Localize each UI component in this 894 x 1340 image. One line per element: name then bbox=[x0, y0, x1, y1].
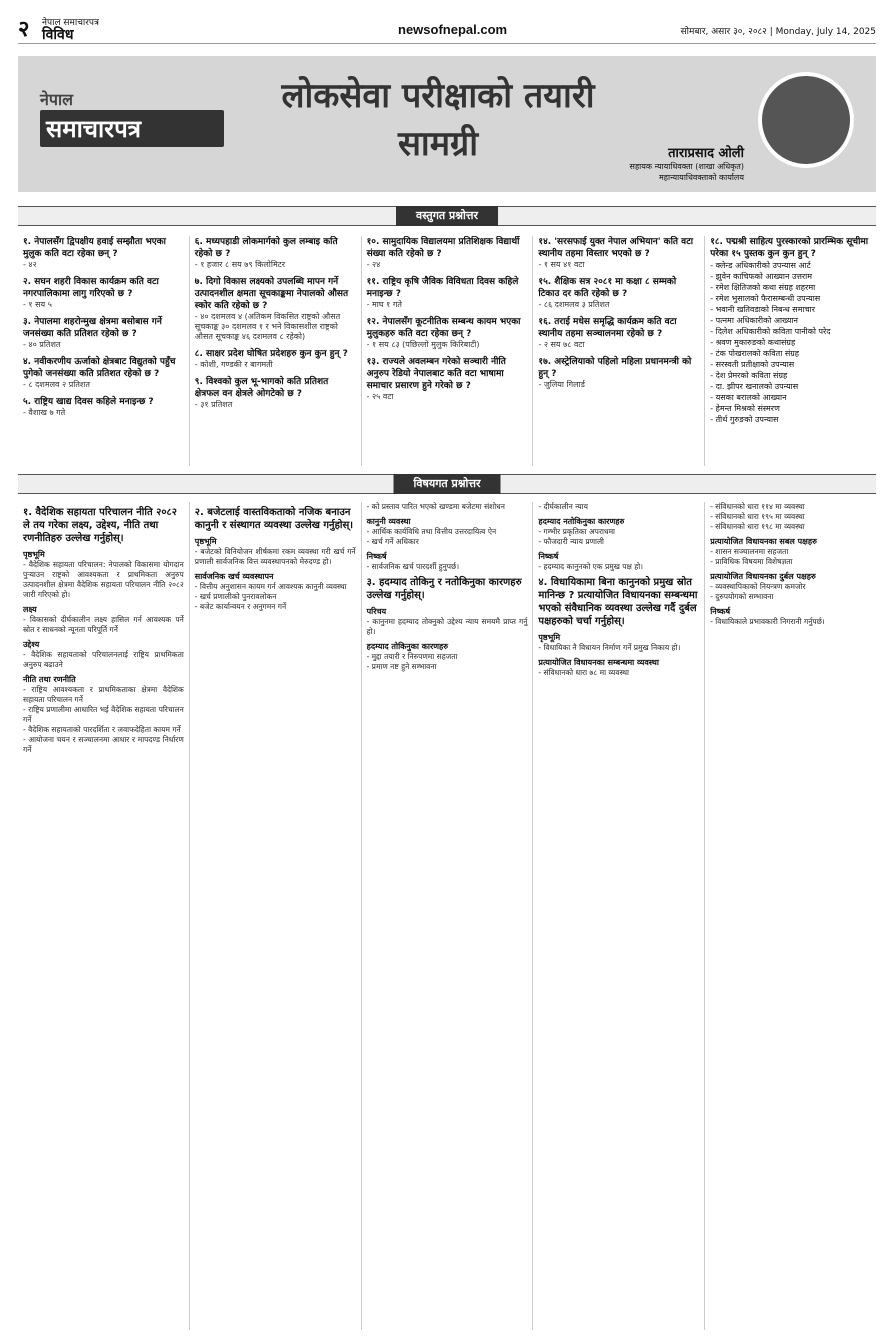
subjective-section bbox=[18, 502, 876, 1330]
answer: - २४ bbox=[366, 260, 381, 269]
answer: - ४० दशमलव ४ (अतिकम विकसित राष्ट्रको औसत सूचकाङ्क ३० दशमलव १ र भने विकासशील राष्ट्रको औसत सूचकाङ्क ४६ दशमलव ८ रहेको) bbox=[194, 312, 341, 341]
paragraph: - खर्च गर्ने अधिकार bbox=[366, 537, 419, 546]
paragraph: - संविधानको धारा ११४ मा व्यवस्था bbox=[710, 502, 805, 511]
paragraph: - संविधानको धारा ७८ मा व्यवस्था bbox=[538, 668, 629, 677]
subjective-heading-bar bbox=[18, 474, 876, 494]
qa-item bbox=[23, 356, 184, 390]
list-item: - श्रवण मुकारुङको कथासंग्रह bbox=[710, 338, 796, 347]
question: १३. राज्यले अवलम्बन गरेको सञ्चारी नीति अनुरुप रेडियो नेपालबाट कति वटा भाषामा समाचार प्रसारण हुने गरेको छ ? bbox=[366, 357, 506, 391]
paragraph: - प्राविधिक विषयमा विशेषज्ञता bbox=[710, 557, 793, 566]
question: १५. शैक्षिक सत्र २०८१ मा कक्षा ८ सम्मको टिकाउ दर कति रहेको छ ? bbox=[538, 277, 677, 299]
sub-heading: परिचय bbox=[366, 607, 387, 616]
sub-heading: निष्कर्ष bbox=[366, 552, 387, 561]
obj-col bbox=[189, 236, 361, 466]
paragraph: - प्रमाण नष्ट हुने सम्भावना bbox=[366, 662, 437, 671]
hero-banner bbox=[18, 56, 876, 192]
list-item: - रमेश भुसालको फैरासम्बन्धी उपन्यास bbox=[710, 294, 821, 303]
author-block bbox=[524, 146, 744, 183]
hero-title: लोकसेवा परीक्षाको तयारी सामग्री bbox=[281, 76, 595, 164]
subj-question: ३. हदम्याद तोकिनु र नतोकिनुका कारणहरु उल्लेख गर्नुहोस्। bbox=[366, 577, 522, 601]
sub-heading: प्रत्यायोजित विधायनका दुर्बल पक्षहरु bbox=[710, 572, 816, 581]
paragraph: - शासन सञ्चालनमा सहजता bbox=[710, 547, 789, 556]
paragraph: - गम्भीर प्रकृतिका अपराधमा bbox=[538, 527, 615, 536]
question: २. सघन शहरी विकास कार्यक्रम कति वटा नगरपालिकामा लागु गरिएको छ ? bbox=[23, 277, 159, 299]
answer: - ४२ bbox=[23, 260, 37, 269]
answer: - ३१ प्रतिशत bbox=[194, 400, 233, 409]
obj-col bbox=[532, 236, 704, 466]
subj-col bbox=[361, 502, 533, 1330]
qa-item bbox=[367, 356, 528, 402]
list-item: - क्लेन्ड अधिकारीको उपन्यास आर्ट bbox=[710, 261, 811, 270]
answer: - वैशाख ७ गते bbox=[23, 408, 66, 417]
qa-item bbox=[367, 276, 528, 310]
author-office: महान्यायाधिवक्ताको कार्यालय bbox=[659, 173, 744, 182]
answer: - ८ दशमलव २ प्रतिशत bbox=[23, 380, 90, 389]
question: ५. राष्ट्रिय खाद्य दिवस कहिले मनाइन्छ ? bbox=[23, 397, 154, 407]
section-label bbox=[42, 18, 99, 42]
page-number: २ bbox=[18, 17, 30, 42]
qa-item bbox=[23, 316, 184, 350]
list-item: - रमेश क्षितिजको कथा संग्रह शहरमा bbox=[710, 283, 816, 292]
subjective-heading: विषयगत प्रश्नोत्तर bbox=[394, 474, 501, 494]
objective-heading-bar bbox=[18, 206, 876, 226]
sub-heading: लक्ष्य bbox=[23, 605, 37, 614]
answer: - २ सय ७८ वटा bbox=[538, 340, 585, 349]
paragraph: - विधायिकाले प्रभावकारी निगरानी गर्नुपर्छ। bbox=[710, 617, 825, 626]
answer: - १ सय ८३ (पछिल्लो मुलुक किरिबाटी) bbox=[366, 340, 480, 349]
list-item: - तीर्थ गुरुङको उपन्यास bbox=[710, 415, 779, 424]
qa-item bbox=[538, 236, 699, 270]
author-name: ताराप्रसाद ओली bbox=[668, 146, 744, 161]
paragraph: - दीर्घकालीन न्याय bbox=[538, 502, 588, 511]
list-item: - दिलेश अधिकारीको कविता पानीको परेद bbox=[710, 327, 831, 336]
list-item: - भवानी खतिवडाको निबन्ध समाचार bbox=[710, 305, 815, 314]
author-role: सहायक न्यायाधिवक्ता (शाखा अधिकृत) bbox=[629, 162, 744, 171]
brand-main: समाचारपत्र bbox=[40, 110, 224, 147]
list-item: - टंक पोखरालको कविता संग्रह bbox=[710, 349, 800, 358]
answer: - माघ १ गते bbox=[366, 300, 402, 309]
paragraph: - फौजदारी न्याय प्रणाली bbox=[538, 537, 604, 546]
sub-heading: सार्वजनिक खर्च व्यवस्थापन bbox=[194, 572, 274, 581]
sub-heading: कानुनी व्यवस्था bbox=[366, 517, 411, 526]
top-strip bbox=[18, 18, 876, 44]
question: १. नेपालसँग द्विपक्षीय हवाई सम्झौता भएका मुलुक कति वटा रहेका छन् ? bbox=[23, 237, 166, 259]
list-item: - यसका बरालको आख्यान bbox=[710, 393, 787, 402]
paper-name: नेपाल समाचारपत्र bbox=[42, 18, 100, 28]
paragraph: - विकासको दीर्घकालीन लक्ष्य हासिल गर्न आवश्यक पर्ने स्रोत र साधनको न्यूनता परिपूर्ति गर्ने bbox=[23, 615, 184, 634]
question: ११. राष्ट्रिय कृषि जैविक विविधता दिवस कहिले मनाइन्छ ? bbox=[366, 277, 519, 299]
paragraph: - व्यवस्थापिकाको नियन्त्रण कमजोर bbox=[710, 582, 806, 591]
subj-col bbox=[704, 502, 876, 1330]
sub-heading: पृष्ठभूमि bbox=[23, 550, 45, 559]
subj-question: १. वैदेशिक सहायता परिचालन नीति २०८२ ले तय गरेका लक्ष्य, उद्देश्य, नीति तथा रणनीतिहरु उल्लेख गर्नुहोस्। bbox=[23, 507, 177, 544]
question: १०. सामुदायिक विद्यालयमा प्रतिशिक्षक विद्यार्थी संख्या कति रहेको छ ? bbox=[366, 237, 520, 259]
qa-item bbox=[195, 276, 356, 342]
subj-col bbox=[189, 502, 361, 1330]
answer: - १ सय ४१ वटा bbox=[538, 260, 585, 269]
paragraph: - आर्थिक कार्यविधि तथा वित्तीय उत्तरदायित्व ऐन bbox=[366, 527, 497, 536]
question: १७. अस्ट्रेलियाको पहिलो महिला प्रधानमन्त्री को हुन् ? bbox=[538, 357, 692, 379]
paragraph: - संविधानको धारा १९५ मा व्यवस्था bbox=[710, 512, 805, 521]
subj-col bbox=[18, 502, 189, 1330]
paragraph: - राष्ट्रिय प्रणालीमा आधारित भई वैदेशिक सहायता परिचालन गर्ने bbox=[23, 705, 184, 724]
sub-heading: हदम्याद तोकिनुका कारणहरु bbox=[366, 642, 449, 651]
sub-heading: उद्देश्य bbox=[23, 640, 40, 649]
paragraph: - वैदेशिक सहायता परिचालन: नेपालको विकासमा योगदान पुर्‍याउन राष्ट्रको आवश्यकता र प्राथमिकता अनुरुप उत्पादनशील क्षेत्रमा वैदेशिक सहायता परिचालन नीति २०८२ जारी गरिएको हो। bbox=[23, 560, 184, 599]
subj-body bbox=[23, 549, 184, 755]
list-item: - देश प्रेमरको कविता संग्रह bbox=[710, 371, 788, 380]
sub-heading: निष्कर्ष bbox=[710, 607, 731, 616]
question: ६. मध्यपहाडी लोकमार्गको कुल लम्बाइ कति रहेको छ ? bbox=[194, 237, 338, 259]
qa-item bbox=[538, 316, 699, 350]
brand-logo bbox=[40, 88, 224, 147]
subj-body bbox=[367, 606, 528, 672]
section-name: विविध bbox=[42, 27, 74, 43]
answer: - २५ वटा bbox=[366, 392, 394, 401]
qa-item bbox=[367, 236, 528, 270]
list-item: - पत्नमा अधिकारीको आख्यान bbox=[710, 316, 798, 325]
answer: - ४० प्रतिशत bbox=[23, 340, 61, 349]
question: १४. 'सरसफाई युक्त नेपाल अभियान' कति वटा स्थानीय तहमा विस्तार भएको छ ? bbox=[538, 237, 694, 259]
subj-body bbox=[195, 536, 356, 612]
sub-heading: प्रत्यायोजित विधायनका सम्बन्धमा व्यवस्था bbox=[538, 658, 659, 667]
brand-top: नेपाल bbox=[40, 90, 73, 109]
answer: - १ सय ५ bbox=[23, 300, 52, 309]
subj-body bbox=[367, 502, 528, 572]
question: ८. साक्षर प्रदेश घोषित प्रदेशहरु कुन कुन हुन् ? bbox=[194, 349, 348, 359]
objective-heading: वस्तुगत प्रश्नोत्तर bbox=[396, 206, 498, 226]
answer: - ८६ दशमलव ३ प्रतिशत bbox=[538, 300, 610, 309]
paragraph: - वैदेशिक सहायताको पारदर्शिता र जवाफदेहिता कायम गर्ने bbox=[23, 725, 181, 734]
obj-col-last bbox=[704, 236, 876, 466]
subj-col bbox=[532, 502, 704, 1330]
qa-item bbox=[23, 276, 184, 310]
qa-item bbox=[195, 236, 356, 270]
qa-item bbox=[367, 316, 528, 350]
question: १२. नेपालसँग कूटनीतिक सम्बन्ध कायम भएका मुलुकहरु कति वटा रहेका छन् ? bbox=[366, 317, 521, 339]
qa-item bbox=[538, 276, 699, 310]
qa-item bbox=[195, 376, 356, 410]
paragraph: - मुद्दा तयारी र निरुपणमा सहजता bbox=[366, 652, 458, 661]
subj-body bbox=[538, 502, 699, 572]
sub-heading: हदम्याद नतोकिनुका कारणहरु bbox=[538, 517, 625, 526]
paragraph: - कानुनमा हदम्याद तोक्नुको उद्देश्य न्याय समयमै प्राप्त गर्नु हो। bbox=[366, 617, 528, 636]
question: ३. नेपालमा शहरोन्मुख क्षेत्रमा बसोबास गर्ने जनसंख्या कति प्रतिशत रहेको छ ? bbox=[23, 317, 162, 339]
author-photo bbox=[758, 72, 854, 168]
sub-heading: नीति तथा रणनीति bbox=[23, 675, 76, 684]
list-item: - हेमन्त मिश्रको संस्मरण bbox=[710, 404, 780, 413]
paragraph: - हदम्याद कानुनको एक प्रमुख पक्ष हो। bbox=[538, 562, 644, 571]
sub-heading: प्रत्यायोजित विधायनका सबल पक्षहरु bbox=[710, 537, 817, 546]
paragraph: - विधायिका नै विधायन निर्माण गर्ने प्रमुख निकाय हो। bbox=[538, 643, 681, 652]
sub-heading: पृष्ठभूमि bbox=[194, 537, 217, 546]
paragraph: - को प्रस्ताव पारित भएको खण्डमा बजेटमा संशोधन bbox=[366, 502, 505, 511]
list-item: - दा. झीपर खनालको उपन्यास bbox=[710, 382, 799, 391]
paragraph: - संविधानको धारा १९८ मा व्यवस्था bbox=[710, 522, 805, 531]
qa-item bbox=[23, 236, 184, 270]
answer: - जुलिया गिलार्ड bbox=[538, 380, 585, 389]
paragraph: - खर्च प्रणालीको पुनरावलोकन bbox=[194, 592, 277, 601]
objective-section bbox=[18, 236, 876, 466]
book-list bbox=[710, 260, 871, 425]
paragraph: - बजेटको विनियोजन शीर्षकमा रकम व्यवस्था गरी खर्च गर्ने प्रणाली सार्वजनिक वित्त व्यवस्थापनको मेरुदण्ड हो। bbox=[194, 547, 356, 566]
subj-body bbox=[710, 502, 871, 627]
answer: - कोशी, गण्डकी र बागमती bbox=[194, 360, 273, 369]
subj-body bbox=[538, 632, 699, 678]
qa-item bbox=[195, 348, 356, 370]
answer: - १ हजार ८ सय ७९ किलोमिटर bbox=[194, 260, 286, 269]
question: ७. दिगो विकास लक्ष्यको उपलब्धि मापन गर्ने उत्पादनशील क्षमता सूचकाङ्कमा नेपालको औसत स्कोर कति रहेको छ ? bbox=[194, 277, 349, 311]
question: ९. विश्वको कुल भू-भागको कति प्रतिशत क्षेत्रफल वन क्षेत्रले ओगटेको छ ? bbox=[194, 377, 329, 399]
qa-item bbox=[538, 356, 699, 390]
sub-heading: निष्कर्ष bbox=[538, 552, 559, 561]
date: सोमबार, असार ३०, २०८२ | Monday, July 14, 2025 bbox=[680, 27, 876, 37]
qa-item bbox=[23, 396, 184, 418]
list-item: - झुवेन काचिफको आख्यान उत्तराम bbox=[710, 272, 812, 281]
site-name: newsofnepal.com bbox=[398, 22, 508, 37]
paragraph: - वित्तीय अनुशासन कायम गर्न आवश्यक कानुनी व्यवस्था bbox=[194, 582, 347, 591]
paragraph: - वैदेशिक सहायताको परिचालनलाई राष्ट्रिय प्राथमिकता अनुरुप बढाउने bbox=[23, 650, 184, 669]
question: १६. तराई मधेस समृद्धि कार्यक्रम कति वटा स्थानीय तहमा सञ्चालनमा रहेको छ ? bbox=[538, 317, 677, 339]
obj-col bbox=[18, 236, 189, 466]
list-item: - सरस्वती प्रतीक्षाको उपन्यास bbox=[710, 360, 795, 369]
subj-question: ४. विधायिकामा बिना कानुनको प्रमुख स्रोत मानिन्छ ? प्रत्यायोजित विधायनका सम्बन्धमा भएको संवैधानिक व्यवस्था उल्लेख गर्दै दुर्बल पक्षहरुको चर्चा गर्नुहोस्। bbox=[538, 577, 698, 627]
paragraph: - आयोजना चयन र सञ्चालनमा आधार र मापदण्ड निर्धारण गर्ने bbox=[23, 735, 184, 754]
paragraph: - बजेट कार्यान्वयन र अनुगमन गर्ने bbox=[194, 602, 287, 611]
paragraph: - राष्ट्रिय आवश्यकता र प्राथमिकताका क्षेत्रमा वैदेशिक सहायता परिचालन गर्ने bbox=[23, 685, 184, 704]
paragraph: - दुरुपयोगको सम्भावना bbox=[710, 592, 774, 601]
obj-col bbox=[361, 236, 533, 466]
question: १८. पद्मश्री साहित्य पुरस्कारको प्रारम्भिक सूचीमा परेका १५ पुस्तक कुन कुन हुन् ? bbox=[710, 237, 869, 259]
question: ४. नवीकरणीय ऊर्जाको क्षेत्रबाट विद्युतको पहुँच पुगेको जनसंख्या कति प्रतिशत रहेको छ ? bbox=[23, 357, 176, 379]
subj-question: २. बजेटलाई वास्तविकताको नजिक बनाउन कानुनी र संस्थागत व्यवस्था उल्लेख गर्नुहोस्। bbox=[194, 507, 354, 531]
paragraph: - सार्वजनिक खर्च पारदर्शी हुनुपर्छ। bbox=[366, 562, 460, 571]
sub-heading: पृष्ठभूमि bbox=[538, 633, 561, 642]
